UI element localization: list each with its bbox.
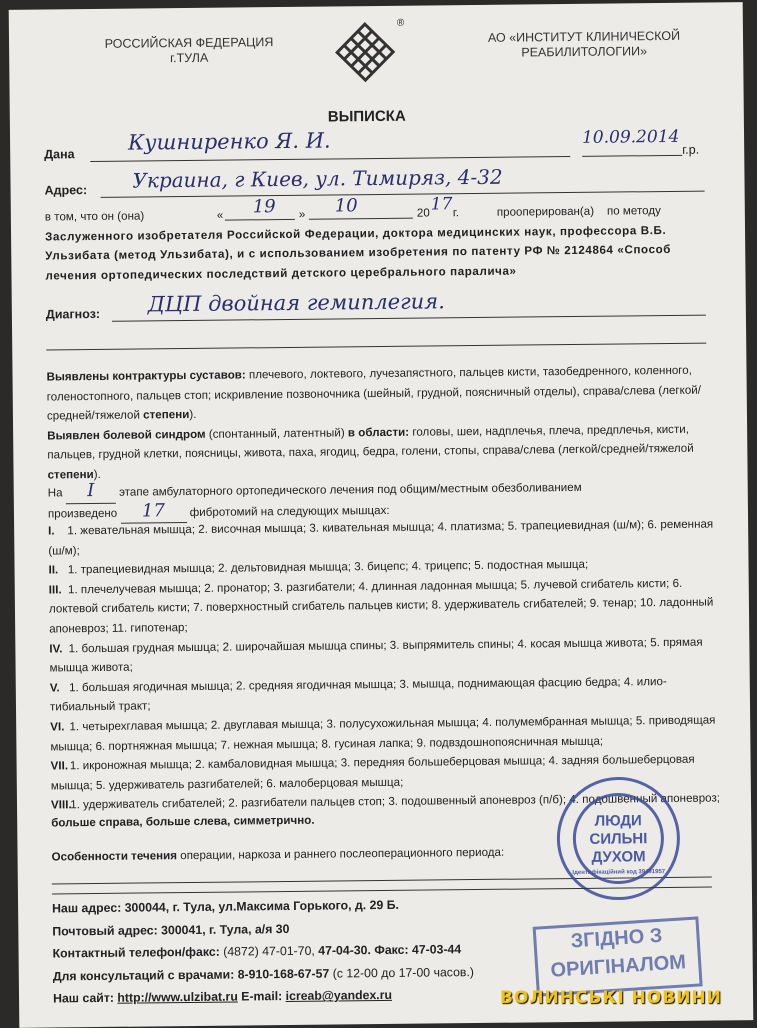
website-link[interactable]: http://www.ulzibat.ru bbox=[117, 989, 238, 1006]
name-underline bbox=[90, 156, 570, 162]
fibrotomy-count: 17 bbox=[141, 499, 166, 522]
birth-date: 10.09.2014 bbox=[581, 126, 680, 148]
news-watermark: ВОЛИНСЬКІ НОВИНИ bbox=[500, 988, 722, 1008]
country-name: РОССИЙСКАЯ ФЕДЕРАЦИЯ bbox=[104, 35, 274, 51]
diagnosis-label: Диагноз: bbox=[45, 306, 101, 322]
operated-paragraph: в том, что он (она) « 19 » 10 20 17 г. прооперирован(а) по методу Заслуженного изобретателя Российской Федерации, доктора медицинских наук, профессора В.Б. Ульзибата (метод Ульзибата), и с использованием изобретения по патенту РФ № 2124864 «Способ лечения ортопедических последствий детского церебрального паралича» bbox=[45, 200, 722, 285]
muscle-group-row: VII. 1. икроножная мышца; 2. камбаловидная мышца; 3. передняя большеберцовая мышца; 4. задняя большеберцовая мышца; 5. удерживатель разгибателей; 6. малоберцовая мышца; bbox=[50, 752, 695, 793]
stamp-code: Ідентифікаційний код 39491957 bbox=[572, 869, 666, 877]
birth-underline bbox=[582, 155, 682, 157]
date-day: 19 bbox=[252, 196, 276, 218]
date-suffix: г. bbox=[452, 206, 459, 220]
operated-text: Заслуженного изобретателя Российской Федерации, доктора медицинских наук, профессора В.Б. Ульзибата (метод Ульзибата), и с использованием изобретения по патенту РФ № 2124864 «Способ лечения ортопедических последствий детского церебрального паралича» bbox=[44, 223, 672, 283]
endless-knot-logo-icon bbox=[333, 20, 398, 85]
muscle-group-row: IV. 1. большая грудная мышца; 2. широчайшая мышца спины; 3. выпрямитель спины; 4. косая мышца живота; 5. прямая мышца живота; bbox=[49, 635, 703, 675]
contacts-footer: Наш адрес: 300044, г. Тула, ул.Максима Горького, д. 29 Б. Почтовый адрес: 300041, г. Тула, а/я 30 Контактный телефон/факс: (4872) 47-01-70, 47-04-30. Факс: 47-03-44 Для консультаций с врачами: 8-910-168-67-57 (с 12-00 до 17-00 часов.) Наш сайт: http://www.ulzibat.ru E-mail: icreab@yandex.ru bbox=[52, 897, 475, 1006]
copy-stamp: ЗГІДНО З ОРИГІНАЛОМ bbox=[533, 916, 703, 996]
date-day-underline bbox=[225, 219, 295, 221]
round-stamp-icon bbox=[553, 773, 684, 904]
patient-address: Украина, г Киев, ул. Тимиряз, 4-32 bbox=[132, 164, 503, 193]
stamp-line1: ЛЮДИ bbox=[594, 812, 642, 830]
muscle-group-row: VIII. 1. удерживатель сгибателей; 2. разгибатели пальцев стоп; 3. подошвенный апоневроз (п/б); 4. подошвенный апоневроз; bbox=[50, 791, 721, 812]
address-label: Адрес: bbox=[44, 183, 88, 198]
contractures-paragraph: Выявлены контрактуры суставов: плечевого, локтевого, лучезапястного, пальцев кисти, тазобедренного, коленного, голеностопного, пальцев стоп; искривление позвоночника (шейный, грудной, поясничный отделы), справа/слева (легкой/средней/тяжелой степени). bbox=[46, 363, 702, 423]
date-month-underline bbox=[309, 218, 413, 220]
date-month: 10 bbox=[334, 195, 358, 217]
stage-line: На I этапе амбулаторного ортопедического лечения под общим/местным обезболиванием bbox=[48, 476, 724, 504]
document-title: ВЫПИСКА bbox=[327, 107, 406, 126]
fibrotomy-line: произведено 17 фибротомий на следующих мышцах: bbox=[48, 497, 724, 525]
muscle-group-row: II. 1. трапециевидная мышца; 2. дельтовидная мышца; 3. бицепс; 4. трицепс; 5. подостная мышца; bbox=[48, 558, 589, 577]
stamp-line2: СИЛЬНІ bbox=[589, 830, 648, 848]
document-sheet bbox=[9, 2, 754, 1028]
patient-name: Кушниренко Я. И. bbox=[127, 128, 331, 155]
date-year: 17 bbox=[430, 194, 453, 215]
muscle-group-row: I. 1. жевательная мышца; 2. височная мышца; 3. кивательная мышца; 4. платизма; 5. трапециевидная (ш/м); 6. ременная (ш/м); bbox=[48, 517, 714, 558]
muscle-group-row: V. 1. большая ягодичная мышца; 2. средняя ягодичная мышца; 3. мышца, поднимающая фасцию бедра; 4. илио-тибиальный тракт; bbox=[49, 674, 667, 714]
stage-value: I bbox=[87, 480, 95, 502]
header-right bbox=[464, 29, 704, 62]
birth-suffix: г.р. bbox=[682, 142, 700, 157]
muscle-group-row: III. 1. плечелучевая мышца; 2. пронатор; 3. разгибатели; 4. длинная ладонная мышца; 5. лучевой сгибатель кисти; 6. локтевой сгибатель кисти; 7. поверхностный сгибатель пальцев кисти; 8. удерживатель сгибателей; 9. тенар; 10. ладонный апоневроз; 11. гипотенар; bbox=[48, 576, 714, 636]
pain-paragraph: Выявлен болевой синдром (спонтанный, латентный) в области: головы, шеи, надплечья, плеча, предплечья, кисти, пальцев, грудной клетки, поясницы, живота, паха, ягодиц, бедра, голени, стопы, справа/слева (легкой/средней/тяжелой степени). bbox=[47, 422, 694, 482]
operated-text-start: прооперирован(а) по методу bbox=[496, 204, 661, 219]
muscle-groups-list bbox=[48, 514, 727, 815]
date-prefix: в том, что он (она) bbox=[44, 209, 145, 224]
date-year-prefix: 20 bbox=[416, 206, 430, 220]
city-name: г.ТУЛА bbox=[170, 50, 209, 66]
email-link[interactable]: icreab@yandex.ru bbox=[285, 988, 393, 1004]
muscle-group-row: VI. 1. четырехглавая мышца; 2. двуглавая мышца; 3. полусухожильная мышца; 4. полумембранная мышца; 5. приводящая мышца; 6. портняжная мышца; 7. нежная мышца; 8. гусиная лапка; 9. подвздошнопоясничная мышца; bbox=[50, 713, 716, 754]
findings-block bbox=[46, 360, 723, 485]
diagnosis-underline-2 bbox=[46, 343, 706, 351]
features-line: Особенности течения операции, наркоза и раннего послеоперационного периода: bbox=[51, 845, 505, 864]
address-value: 300044, г. Тула, ул.Максима Горького, д. 29 Б. bbox=[124, 897, 399, 915]
symmetry-line: больше справа, больше слева, симметрично. bbox=[51, 813, 315, 830]
name-label: Дана bbox=[44, 147, 75, 162]
stamp-line3: ДУХОМ bbox=[591, 848, 646, 866]
diagnosis-value: ДЦП двойная гемиплегия. bbox=[147, 289, 445, 317]
registered-mark: ® bbox=[396, 17, 405, 29]
institute-name-line2: РЕАБИЛИТОЛОГИИ» bbox=[521, 44, 648, 60]
institute-name-line1: АО «ИНСТИТУТ КЛИНИЧЕСКОЙ bbox=[487, 28, 681, 45]
header-left bbox=[79, 35, 299, 67]
